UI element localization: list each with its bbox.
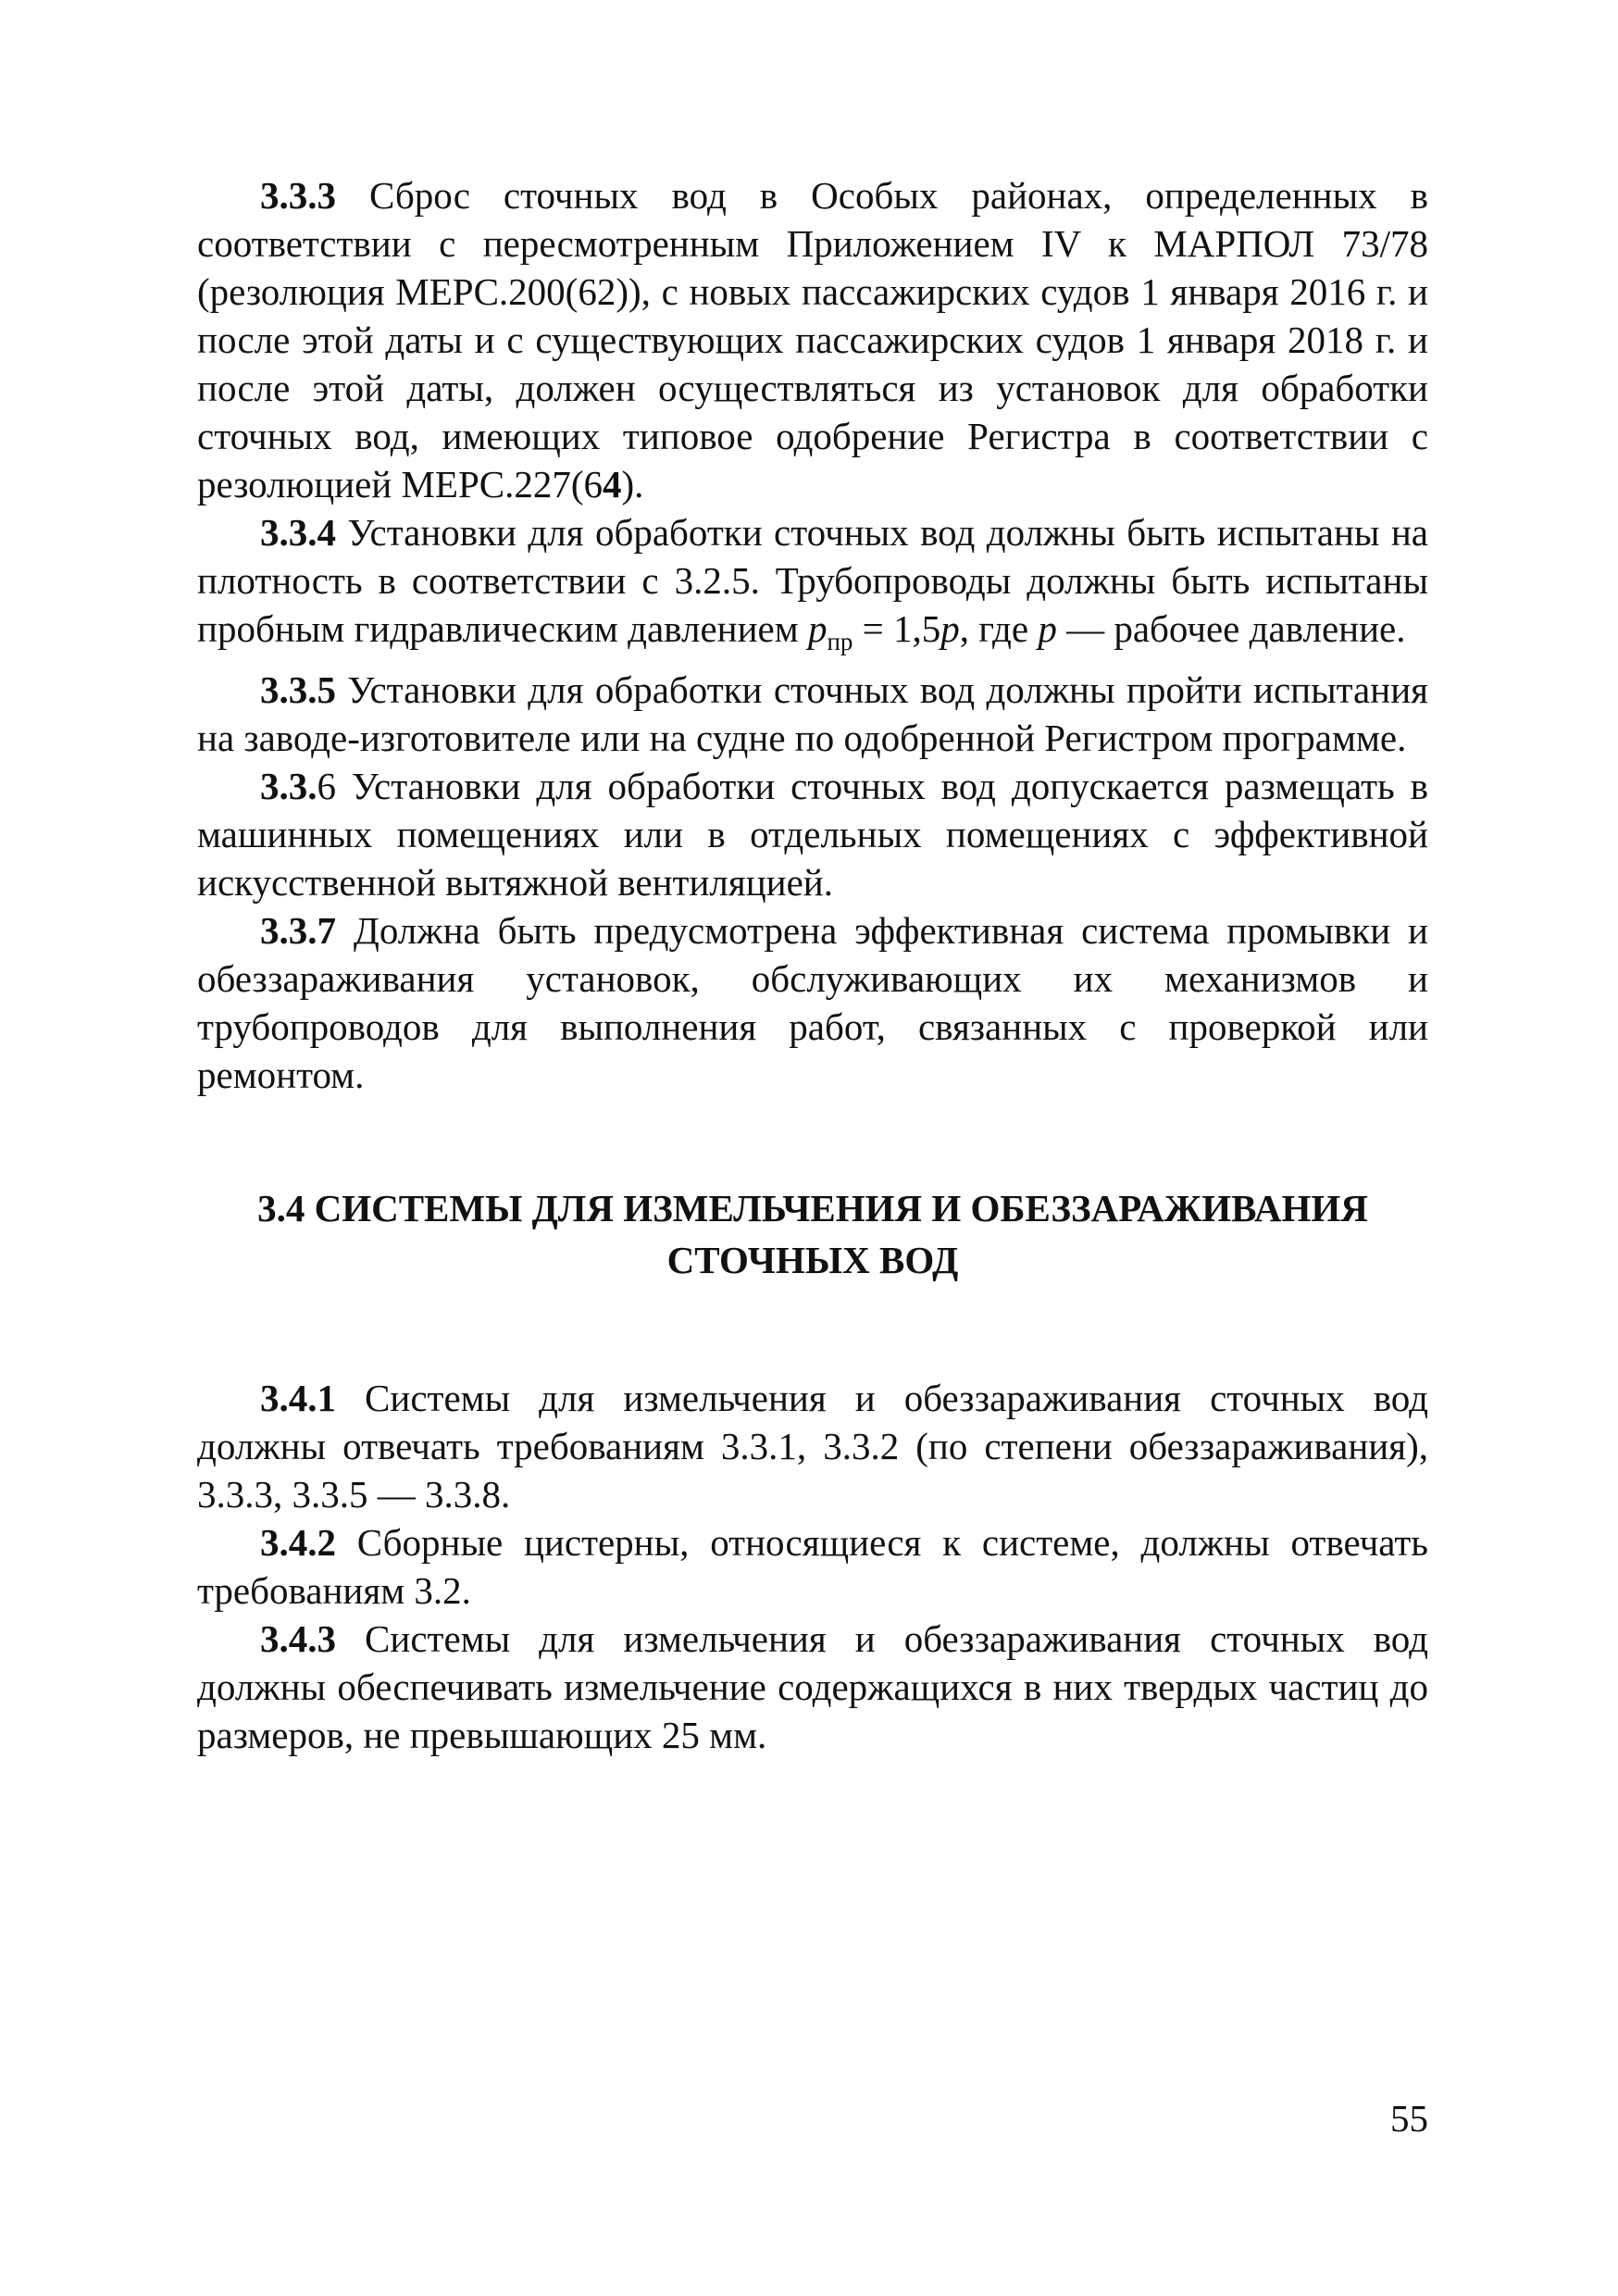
clause-number: 3.3.3 [260,174,336,217]
clause-number: 3.4.2 [260,1521,336,1564]
clause-text-end: — рабочее давление. [1056,607,1406,650]
clause-text-bold: 4 [603,463,622,505]
clause-text-end: ). [621,463,644,505]
clause-text: Должна быть предусмотрена эффективная система промывки и обеззараживания установок, обслуживающих их механизмов и трубопроводов для выполнения работ, связанных с проверкой или ремонтом. [197,909,1428,1096]
paragraph-3-3-4 [197,508,1428,666]
clause-number: 3.3.7 [260,909,336,952]
pressure-symbol-3: p [1038,607,1057,650]
clause-number-plain: 6 [317,765,336,807]
section-heading-3-4 [197,1182,1428,1286]
heading-line-2: СТОЧНЫХ ВОД [666,1239,959,1281]
pressure-symbol: p [807,607,828,650]
page-number: 55 [1390,2097,1428,2140]
clause-text: Установки для обработки сточных вод должны быть испытаны на плотность в соответствии с 3.2.5. Трубопроводы должны быть испытаны пробным гидравлическим давлением [197,511,1428,650]
heading-line-1: 3.4 СИСТЕМЫ ДЛЯ ИЗМЕЛЬЧЕНИЯ И ОБЕЗЗАРАЖИВАНИЯ [257,1187,1368,1229]
clause-text: Сброс сточных вод в Особых районах, определенных в соответствии с пересмотренным Приложением IV к МАРПОЛ 73/78 (резолюция MEPC.200(62)), с новых пассажирских судов 1 января 2016 г. и после этой даты и с существующих пассажирских судов 1 января 2018 г. и после этой даты, должен осуществляться из установок для обработки сточных вод, имеющих типовое одобрение Регистра в соответствии с резолюцией MEPC.227(6 [197,174,1428,505]
clause-text: Установки для обработки сточных вод допускается размещать в машинных помещениях или в отдельных помещениях с эффективной искусственной вытяжной вентиляцией. [197,765,1428,904]
clause-number: 3.3.4 [260,511,336,554]
clause-text: Установки для обработки сточных вод должны пройти испытания на заводе-изготовителе или на судне по одобренной Регистром программе. [197,668,1428,759]
clause-number: 3.4.1 [260,1377,336,1419]
clause-text: Сборные цистерны, относящиеся к системе, должны отвечать требованиям 3.2. [197,1521,1428,1612]
paragraph-3-3-7 [197,906,1428,1099]
paragraph-3-4-1 [197,1374,1428,1518]
paragraph-3-4-3 [197,1615,1428,1759]
paragraph-3-4-2 [197,1518,1428,1615]
document-page [197,171,1428,1759]
clause-number: 3.4.3 [260,1617,336,1660]
pressure-subscript: пр [827,628,853,655]
pressure-symbol-2: p [940,607,960,650]
paragraph-3-3-3 [197,171,1428,508]
paragraph-3-3-5 [197,666,1428,762]
clause-number: 3.3. [260,765,317,807]
spacer [197,1286,1428,1374]
spacer [197,1099,1428,1182]
clause-text: Системы для измельчения и обеззараживания сточных вод должны отвечать требованиям 3.3.1, 3.3.2 (по степени обеззараживания), 3.3.3, 3.3.5 — 3.3.8. [197,1377,1428,1516]
clause-number: 3.3.5 [260,668,336,711]
formula-middle: = 1,5 [853,607,941,650]
paragraph-3-3-6 [197,762,1428,906]
clause-text: Системы для измельчения и обеззараживания сточных вод должны обеспечивать измельчение содержащихся в них твердых частиц до размеров, не превышающих 25 мм. [197,1617,1428,1756]
formula-middle-2: , где [959,607,1039,650]
